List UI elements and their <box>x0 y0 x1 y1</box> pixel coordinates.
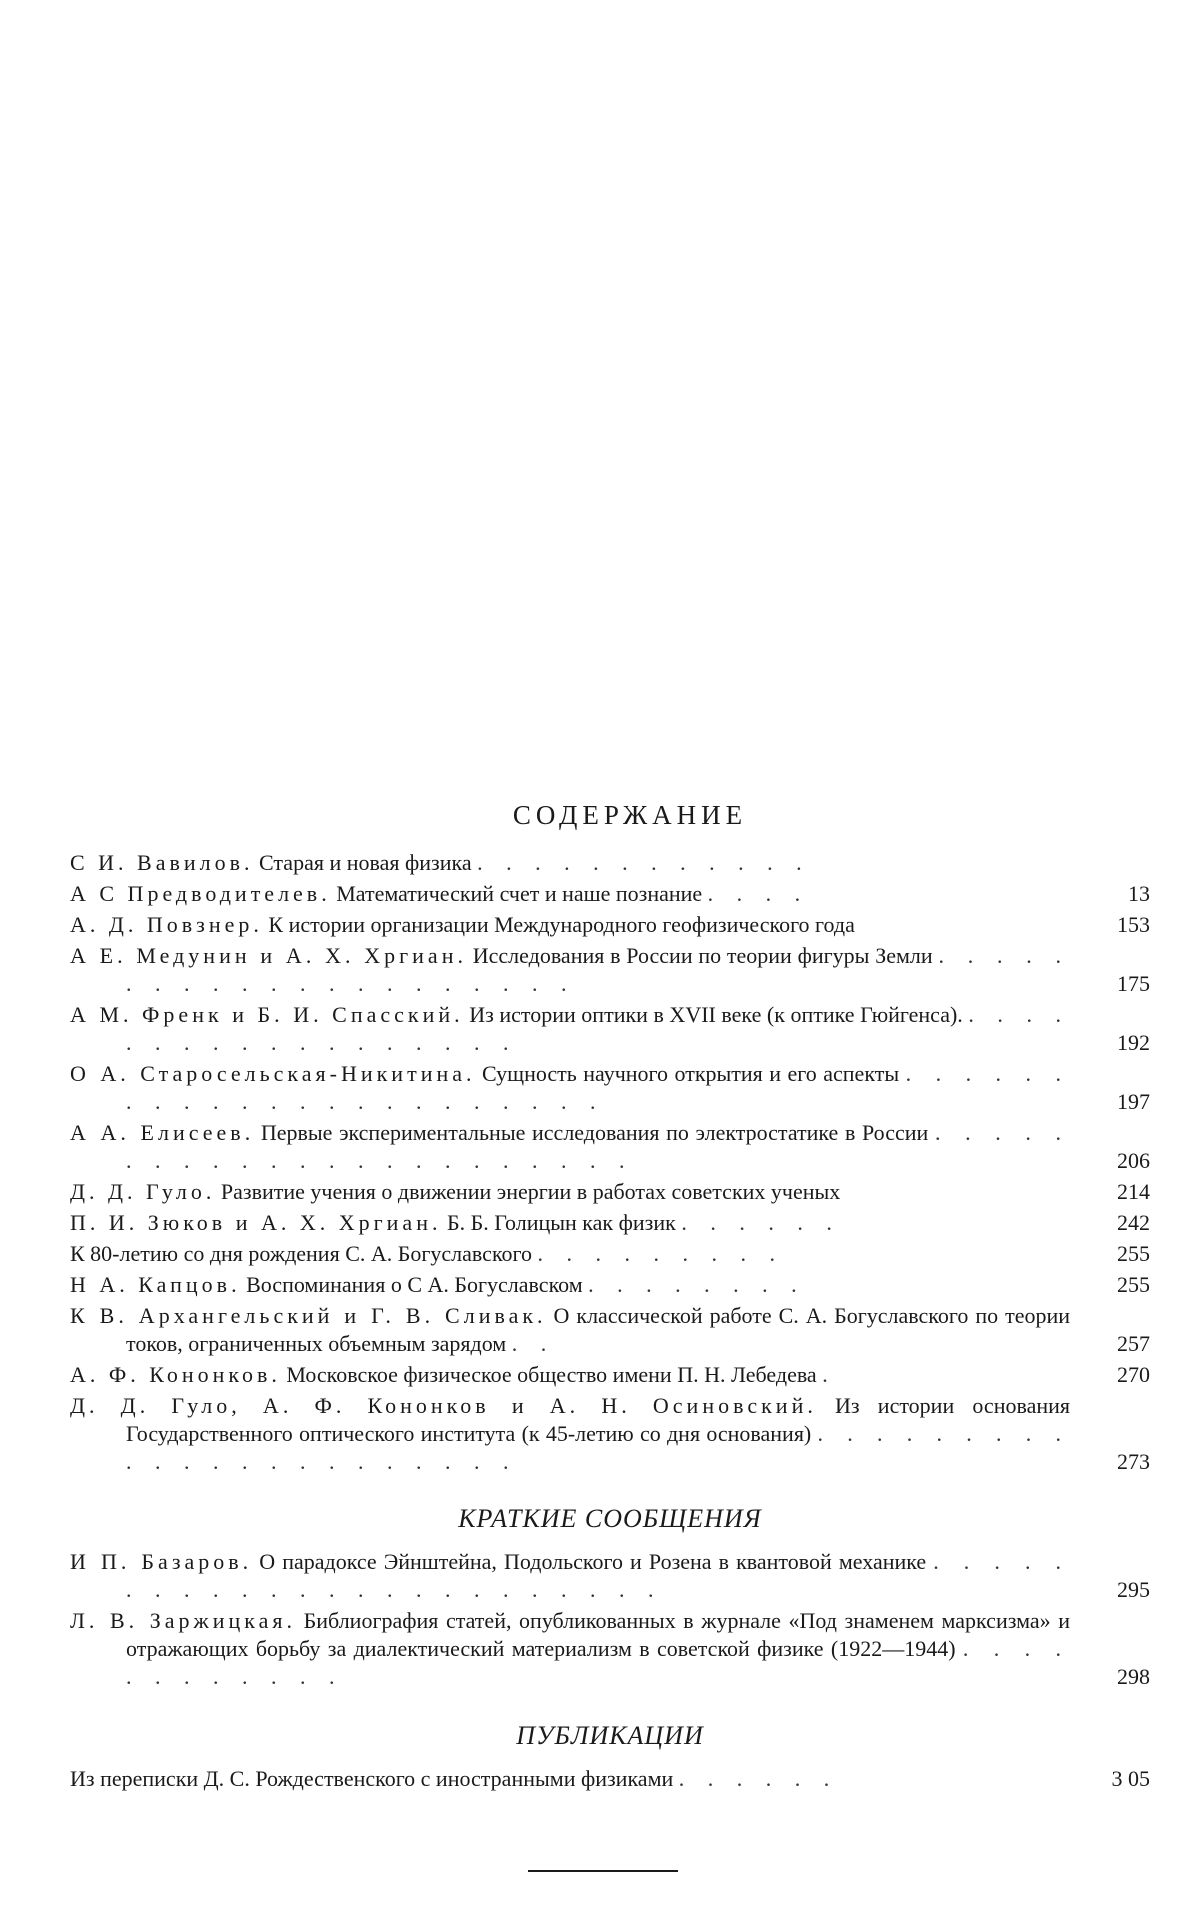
toc-title: Старая и новая физика <box>259 850 472 875</box>
toc-leader: . . . . <box>707 881 810 906</box>
toc-leader: . . . . . . . . . . . . <box>477 850 811 875</box>
toc-title: Из истории основания Государственного оптического института (к 45-летию со дня основания) <box>126 1393 1071 1446</box>
toc-entry <box>70 1001 1150 1057</box>
section-title-short-reports: КРАТКИЕ СООБЩЕНИЯ <box>458 1504 762 1533</box>
toc-title: Московское физическое общество имени П. Н. Лебедева <box>286 1362 817 1387</box>
toc-page-number: 298 <box>1117 1664 1150 1689</box>
toc-leader: . . . . . . <box>678 1766 839 1791</box>
toc-title: К истории организации Международного геофизического года <box>268 912 855 937</box>
toc-entry-text <box>70 911 1070 939</box>
toc-leader: . . . . . . . . <box>588 1272 806 1297</box>
toc-title: Воспоминания о С А. Богуславском <box>246 1272 583 1297</box>
toc-entry-text <box>70 880 1070 908</box>
toc-page-number: 255 <box>1117 1272 1150 1297</box>
toc-entry-text <box>70 942 1070 998</box>
toc-title: К 80-летию со дня рождения С. А. Богуславского <box>70 1241 532 1266</box>
toc-author: К В. Архангельский и Г. В. Сливак. <box>70 1303 547 1328</box>
toc-page-number: 273 <box>1117 1449 1150 1474</box>
toc-entry <box>70 880 1150 908</box>
toc-entry-text <box>70 1119 1070 1175</box>
toc-entry <box>70 1271 1150 1299</box>
toc-leader: . . <box>511 1331 556 1356</box>
toc-entry-text <box>70 1302 1070 1358</box>
toc-entry <box>70 1765 1150 1793</box>
toc-author: А. Д. Повзнер. <box>70 912 263 937</box>
toc-leader: . . . . . . . . . . . . . . . . . . . . . . . <box>126 1120 1071 1173</box>
toc-page-number: 206 <box>1117 1148 1150 1173</box>
toc-entry <box>70 1607 1150 1691</box>
toc-entry <box>70 1060 1150 1116</box>
toc-page-number: 192 <box>1117 1030 1150 1055</box>
toc-entry-text <box>70 1240 1070 1268</box>
section-title-contents: СОДЕРЖАНИЕ <box>512 800 748 830</box>
toc-title: Библиография статей, опубликованных в журнале «Под знаменем марксизма» и отражающих борьбу за диалектический материализм в советской физике (1922—1944) <box>126 1608 1070 1661</box>
toc-author: А М. Френк и Б. И. Спасский. <box>70 1002 464 1027</box>
toc-author: Н А. Капцов. <box>70 1272 241 1297</box>
toc-entry-text <box>70 1209 1070 1237</box>
toc-title: Математический счет и наше познание <box>336 881 703 906</box>
toc-page-number: 153 <box>1117 912 1150 937</box>
toc-author: А. Ф. Кононков. <box>70 1362 281 1387</box>
toc-leader: . . . . . . . . . . . . . . . . . . . . . <box>126 943 1071 996</box>
toc-entry-text <box>70 1271 1070 1299</box>
toc-entry-text <box>70 1392 1070 1476</box>
toc-page-number: 13 <box>1128 881 1150 906</box>
toc-leader: . . . . . . . . . . . . . . . . . . <box>126 1002 1071 1055</box>
toc-entry-text <box>70 1548 1070 1604</box>
toc-entry <box>70 1119 1150 1175</box>
table-of-contents <box>70 800 1150 1796</box>
toc-author: А Е. Медунин и А. Х. Хргиан. <box>70 943 467 968</box>
toc-entry <box>70 1548 1150 1604</box>
toc-page-number: 242 <box>1117 1210 1150 1235</box>
toc-page-number: 3 05 <box>1111 1766 1150 1791</box>
toc-title: Из переписки Д. С. Рождественского с иностранными физиками <box>70 1766 674 1791</box>
toc-leader: . . . . . . . . . . . . . . . . . . . . . . . . <box>126 1549 1071 1602</box>
section-title-publications: ПУБЛИКАЦИИ <box>516 1721 704 1750</box>
toc-title: Исследования в России по теории фигуры Земли <box>472 943 933 968</box>
toc-page-number: 175 <box>1117 971 1150 996</box>
toc-leader: . . . . . . . . . . . . . . . . . . . . . . . <box>126 1421 1070 1474</box>
toc-entry <box>70 911 1150 939</box>
toc-page-number: 255 <box>1117 1241 1150 1266</box>
toc-entry-text <box>70 1361 1070 1389</box>
toc-title: О классической работе С. А. Богуславского по теории токов, ограниченных объемным зарядом <box>126 1303 1071 1356</box>
toc-entry <box>70 1240 1150 1268</box>
toc-leader: . <box>822 1362 837 1387</box>
toc-author: А С Предводителев. <box>70 881 331 906</box>
toc-leader: . . . . . . <box>681 1210 841 1235</box>
toc-leader: . . . . . . . . . . . . . . . . . . . . . . . <box>126 1061 1071 1114</box>
toc-page-number: 270 <box>1117 1362 1150 1387</box>
toc-page-number: 257 <box>1117 1331 1150 1356</box>
toc-entry-text <box>70 849 1070 877</box>
toc-title: О парадоксе Эйнштейна, Подольского и Розена в квантовой механике <box>259 1549 927 1574</box>
toc-leader: . . . . . . . . . . . . <box>126 1636 1070 1689</box>
toc-title: Сущность научного открытия и его аспекты <box>482 1061 900 1086</box>
toc-author: С И. Вавилов. <box>70 850 254 875</box>
toc-entry <box>70 1209 1150 1237</box>
toc-title: Б. Б. Голицын как физик <box>446 1210 676 1235</box>
toc-author: Д. Д. Гуло. <box>70 1179 216 1204</box>
toc-author: П. И. Зюков и А. Х. Хргиан. <box>70 1210 442 1235</box>
toc-entry-text <box>70 1607 1070 1691</box>
toc-entry <box>70 849 1150 877</box>
toc-author: Л. В. Заржицкая. <box>70 1608 297 1633</box>
toc-entry-text <box>70 1178 1070 1206</box>
toc-author: О А. Старосельская-Никитина. <box>70 1061 476 1086</box>
toc-author: И П. Базаров. <box>70 1549 253 1574</box>
toc-entry <box>70 1302 1150 1358</box>
toc-entry <box>70 1178 1150 1206</box>
toc-author: Д. Д. Гуло, А. Ф. Кононков и А. Н. Осиновский. <box>70 1393 817 1418</box>
toc-author: А А. Елисеев. <box>70 1120 255 1145</box>
toc-entry-text <box>70 1765 1070 1793</box>
bottom-rule <box>528 1870 678 1872</box>
toc-leader: . . . . . . . . . <box>537 1241 784 1266</box>
toc-entry-text <box>70 1060 1070 1116</box>
toc-title: Развитие учения о движении энергии в работах советских ученых <box>220 1179 841 1204</box>
toc-page-number: 197 <box>1117 1089 1150 1114</box>
toc-entry-text <box>70 1001 1070 1057</box>
toc-entry <box>70 1361 1150 1389</box>
toc-page-number: 295 <box>1117 1577 1150 1602</box>
toc-entry <box>70 1392 1150 1476</box>
toc-title: Из истории оптики в XVII веке (к оптике Гюйгенса). <box>469 1002 963 1027</box>
toc-title: Первые экспериментальные исследования по электростатике в России <box>260 1120 929 1145</box>
toc-entry <box>70 942 1150 998</box>
toc-page-number: 214 <box>1117 1179 1150 1204</box>
